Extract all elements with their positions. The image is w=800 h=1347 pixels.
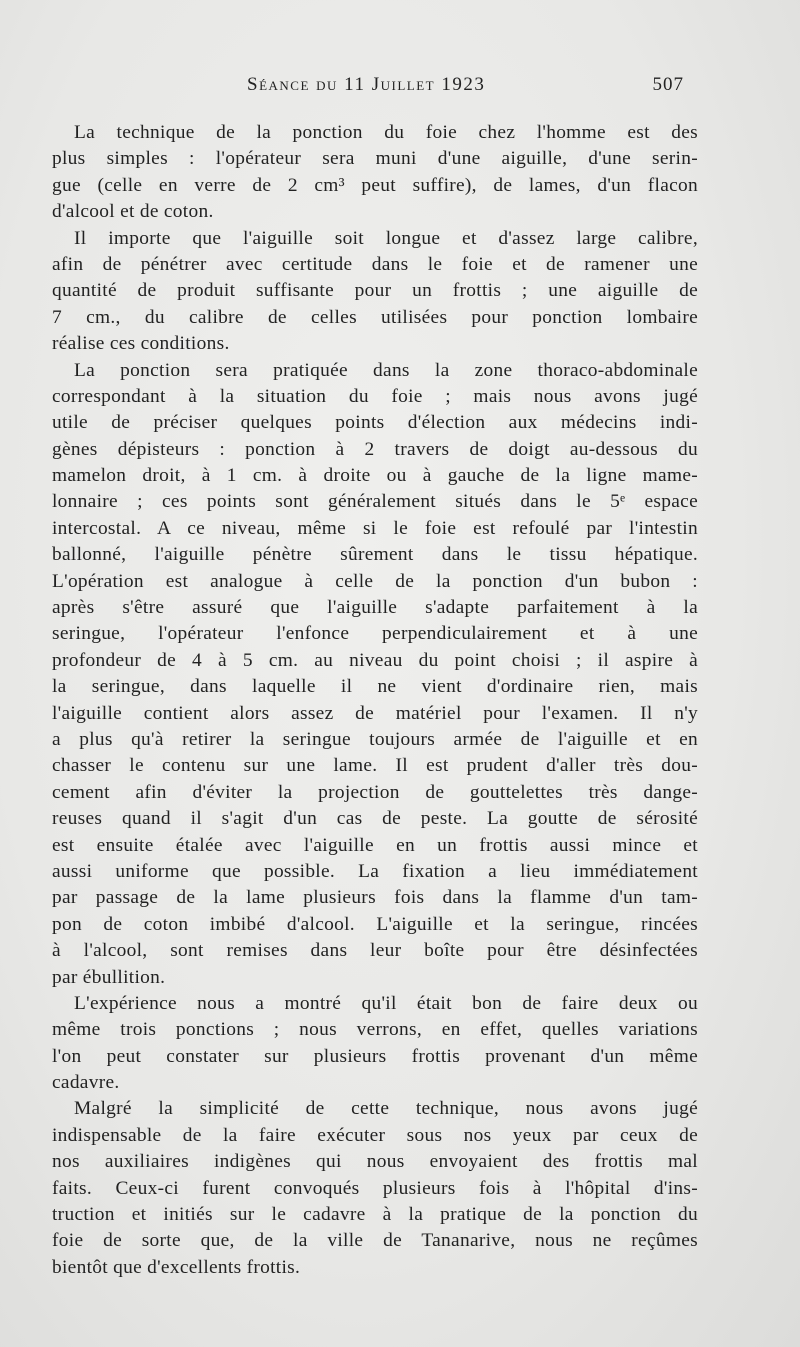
text-line: faits. Ceux-ci furent convoqués plusieurs fois à l'hôpital d'ins- bbox=[52, 1177, 698, 1199]
text-line: profondeur de 4 à 5 cm. au niveau du point choisi ; il aspire à bbox=[52, 649, 698, 671]
text-line: quantité de produit suffisante pour un frottis ; une aiguille de bbox=[52, 280, 698, 302]
text-line: nos auxiliaires indigènes qui nous envoyaient des frottis mal bbox=[52, 1151, 698, 1173]
text-line: indispensable de la faire exécuter sous nos yeux par ceux de bbox=[52, 1124, 698, 1146]
text-line: La technique de la ponction du foie chez l'homme est des bbox=[74, 122, 698, 143]
text-line: par passage de la lame plusieurs fois dans la flamme d'un tam- bbox=[52, 887, 698, 909]
running-head: Séance du 11 Juillet 1923 bbox=[247, 74, 486, 95]
text-line: Il importe que l'aiguille soit longue et d'assez large calibre, bbox=[74, 227, 698, 249]
text-line: gue (celle en verre de 2 cm³ peut suffire), de lames, d'un flacon bbox=[52, 174, 698, 196]
body-text bbox=[52, 120, 698, 1281]
text-line: l'on peut constater sur plusieurs frottis provenant d'un même bbox=[52, 1045, 698, 1067]
text-line: la seringue, dans laquelle il ne vient d'ordinaire rien, mais bbox=[52, 676, 698, 698]
text-line: cement afin d'éviter la projection de gouttelettes très dange- bbox=[52, 781, 698, 803]
text-line: Malgré la simplicité de cette technique, nous avons jugé bbox=[74, 1098, 698, 1120]
paragraph bbox=[52, 991, 698, 1097]
text-line: chasser le contenu sur une lame. Il est prudent d'aller très dou- bbox=[52, 755, 698, 777]
text-line: L'opération est analogue à celle de la ponction d'un bubon : bbox=[52, 570, 698, 592]
text-line: intercostal. A ce niveau, même si le foie est refoulé par l'intestin bbox=[52, 517, 698, 539]
text-line: seringue, l'opérateur l'enfonce perpendiculairement et à une bbox=[52, 623, 698, 645]
page-header bbox=[52, 74, 684, 104]
paragraph bbox=[52, 226, 698, 358]
paragraph bbox=[52, 1096, 698, 1281]
text-line: foie de sorte que, de la ville de Tananarive, nous ne reçûmes bbox=[52, 1230, 698, 1252]
text-line: 7 cm., du calibre de celles utilisées pour ponction lombaire bbox=[52, 306, 698, 328]
text-line: reuses quand il s'agit d'un cas de peste. La goutte de sérosité bbox=[52, 808, 698, 830]
text-line: ballonné, l'aiguille pénètre sûrement dans le tissu hépatique. bbox=[52, 544, 698, 566]
text-line: gènes dépisteurs : ponction à 2 travers de doigt au-dessous du bbox=[52, 438, 698, 460]
text-line: La ponction sera pratiquée dans la zone thoraco-abdominale bbox=[74, 359, 698, 381]
text-line: L'expérience nous a montré qu'il était bon de faire deux ou bbox=[74, 992, 698, 1014]
paragraph bbox=[52, 120, 698, 226]
text-line: l'aiguille contient alors assez de matériel pour l'examen. Il n'y bbox=[52, 702, 698, 724]
text-line: plus simples : l'opérateur sera muni d'une aiguille, d'une serin- bbox=[52, 148, 698, 170]
text-line: truction et initiés sur le cadavre à la pratique de la ponction du bbox=[52, 1204, 698, 1226]
paragraph bbox=[52, 358, 698, 991]
text-line: après s'être assuré que l'aiguille s'adapte parfaitement à la bbox=[52, 597, 698, 619]
text-line: même trois ponctions ; nous verrons, en effet, quelles variations bbox=[52, 1019, 698, 1041]
text-line: cadavre. bbox=[52, 1072, 120, 1094]
text-line: réalise ces conditions. bbox=[52, 333, 230, 355]
text-line: bientôt que d'excellents frottis. bbox=[52, 1256, 301, 1278]
text-line: lonnaire ; ces points sont généralement situés dans le 5ᵉ espace bbox=[52, 491, 698, 513]
text-line: utile de préciser quelques points d'élection aux médecins indi- bbox=[52, 412, 698, 434]
text-line: aussi uniforme que possible. La fixation a lieu immédiatement bbox=[52, 860, 698, 882]
text-line: mamelon droit, à 1 cm. à droite ou à gauche de la ligne mame- bbox=[52, 465, 698, 487]
page-number: 507 bbox=[652, 74, 684, 95]
text-line: a plus qu'à retirer la seringue toujours armée de l'aiguille et en bbox=[52, 728, 698, 750]
text-line: d'alcool et de coton. bbox=[52, 201, 214, 223]
text-line: par ébullition. bbox=[52, 966, 166, 988]
text-line: est ensuite étalée avec l'aiguille en un frottis aussi mince et bbox=[52, 834, 698, 856]
text-line: correspondant à la situation du foie ; mais nous avons jugé bbox=[52, 385, 698, 407]
text-line: pon de coton imbibé d'alcool. L'aiguille et la seringue, rincées bbox=[52, 913, 698, 935]
text-line: afin de pénétrer avec certitude dans le foie et de ramener une bbox=[52, 253, 698, 275]
text-line: à l'alcool, sont remises dans leur boîte pour être désinfectées bbox=[52, 940, 698, 962]
